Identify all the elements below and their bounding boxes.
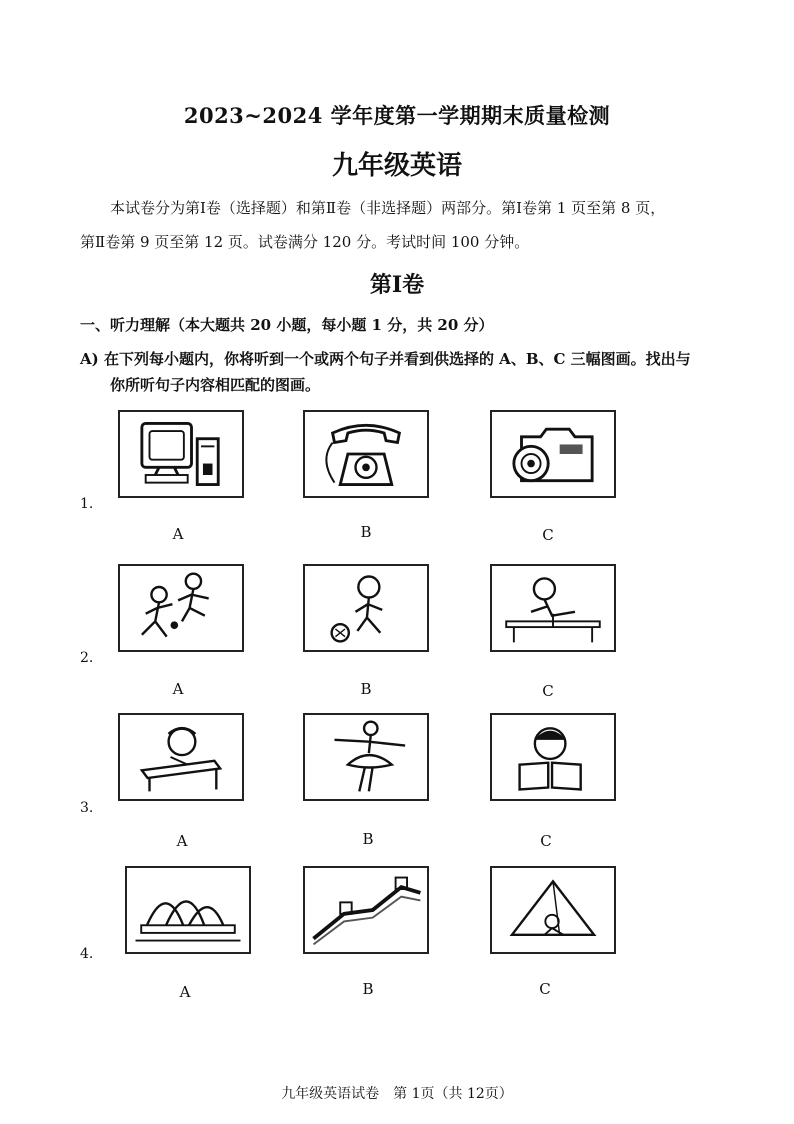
- q2-option-a-picture[interactable]: [118, 564, 244, 652]
- exam-title: 2023~2024 学年度第一学期期末质量检测: [183, 103, 611, 128]
- ballet-dancer-icon: [305, 715, 427, 799]
- q3-option-c-picture[interactable]: [490, 713, 616, 801]
- intro-line-2: 第Ⅱ卷第 9 页至第 12 页。试卷满分 120 分。考试时间 100 分钟。: [80, 233, 530, 251]
- question-number-3: 3.: [80, 800, 94, 816]
- q1-option-a-picture[interactable]: [118, 410, 244, 498]
- q3-option-a-picture[interactable]: [118, 713, 244, 801]
- soccer-players-icon: [120, 566, 242, 650]
- pyramid-icon: [492, 868, 614, 952]
- q3-option-a-label: A: [176, 832, 188, 850]
- q2-option-c-picture[interactable]: [490, 564, 616, 652]
- q3-option-c-label: C: [540, 832, 552, 850]
- ping-pong-icon: [492, 566, 614, 650]
- boy-reading-icon: [492, 715, 614, 799]
- q2-option-b-label: B: [360, 680, 372, 698]
- subject-title: 九年级英语: [331, 151, 462, 181]
- q3-option-b-label: B: [362, 830, 374, 848]
- opera-house-icon: [127, 868, 249, 952]
- page-footer: 九年级英语试卷 第 1页（共 12页）: [281, 1086, 513, 1102]
- camera-icon: [492, 412, 614, 496]
- q2-option-a-label: A: [172, 680, 184, 698]
- q3-option-b-picture[interactable]: [303, 713, 429, 801]
- intro-line-1: 本试卷分为第Ⅰ卷（选择题）和第Ⅱ卷（非选择题）两部分。第Ⅰ卷第 1 页至第 8 页，: [110, 199, 666, 217]
- q1-option-a-label: A: [172, 525, 184, 543]
- instruction-line-1: A) 在下列每小题内，你将听到一个或两个句子并看到供选择的 A、B、C 三幅图画。找出与: [80, 350, 691, 368]
- q4-option-c-picture[interactable]: [490, 866, 616, 954]
- question-number-4: 4.: [80, 946, 94, 962]
- instruction-line-2: 你所听句子内容相匹配的图画。: [110, 376, 321, 394]
- q1-option-b-picture[interactable]: [303, 410, 429, 498]
- q1-option-b-label: B: [360, 523, 372, 541]
- computer-icon: [120, 412, 242, 496]
- q4-option-a-label: A: [179, 983, 191, 1001]
- telephone-icon: [305, 412, 427, 496]
- q1-option-c-label: C: [542, 526, 554, 544]
- q4-option-b-picture[interactable]: [303, 866, 429, 954]
- question-number-1: 1.: [80, 496, 94, 512]
- section-heading: 一、听力理解（本大题共 20 小题，每小题 1 分，共 20 分）: [80, 316, 494, 334]
- q4-option-a-picture[interactable]: [125, 866, 251, 954]
- boy-football-icon: [305, 566, 427, 650]
- q1-option-c-picture[interactable]: [490, 410, 616, 498]
- question-number-2: 2.: [80, 650, 94, 666]
- volume-title: 第Ⅰ卷: [369, 272, 425, 298]
- q4-option-b-label: B: [362, 980, 374, 998]
- q2-option-b-picture[interactable]: [303, 564, 429, 652]
- great-wall-icon: [305, 868, 427, 952]
- instruction: [80, 346, 760, 398]
- girl-writing-icon: [120, 715, 242, 799]
- q4-option-c-label: C: [539, 980, 551, 998]
- q2-option-c-label: C: [542, 682, 554, 700]
